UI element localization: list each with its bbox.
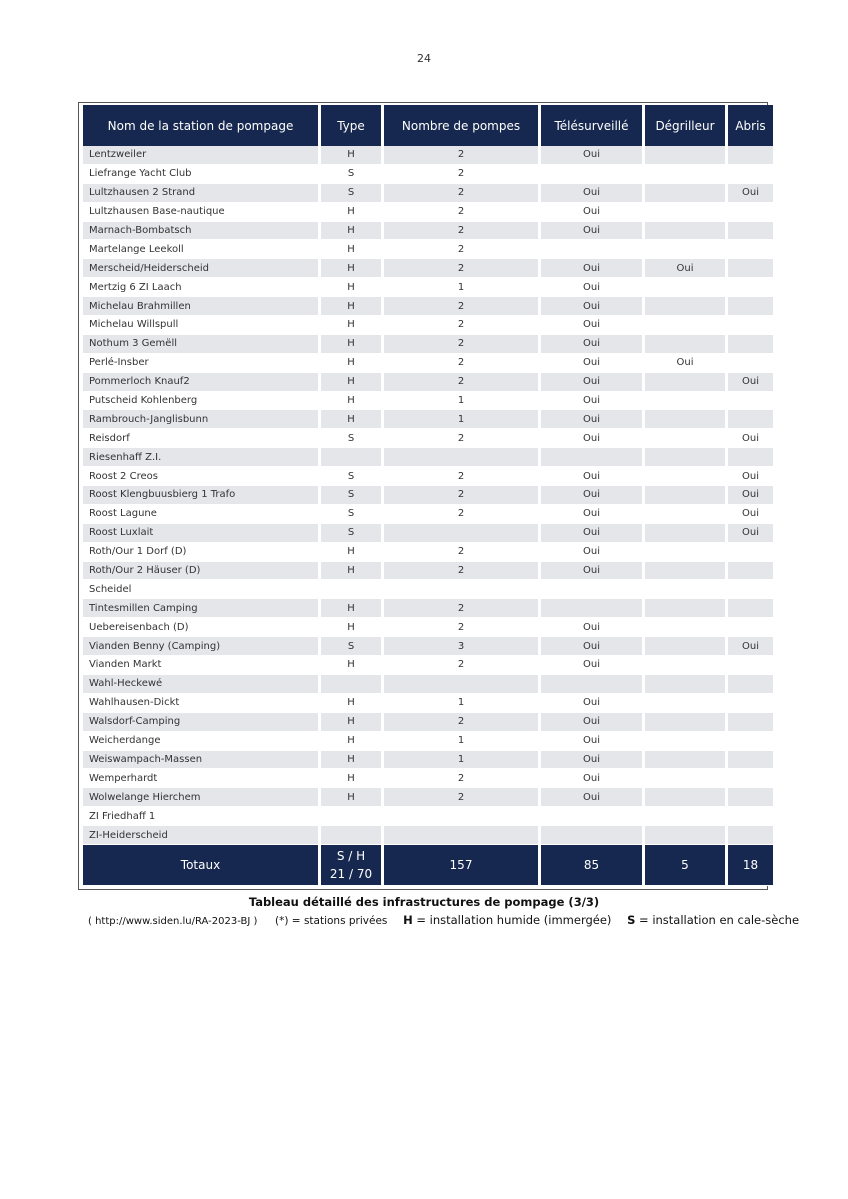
cell-degrilleur — [645, 675, 725, 694]
cell-station-name: Roost 2 Creos — [83, 467, 318, 486]
cell-type: H — [321, 335, 381, 354]
cell-telesurveille: Oui — [541, 203, 642, 222]
cell-pump-count — [384, 675, 538, 694]
table-row — [83, 524, 773, 543]
table-row — [83, 467, 773, 486]
table-row — [83, 146, 773, 165]
cell-telesurveille: Oui — [541, 732, 642, 751]
cell-type: H — [321, 354, 381, 373]
totals-label: Totaux — [83, 845, 318, 886]
table-row — [83, 807, 773, 826]
cell-type: H — [321, 694, 381, 713]
cell-pump-count: 2 — [384, 165, 538, 184]
cell-degrilleur — [645, 222, 725, 241]
caption-legend-h-letter: H — [403, 913, 413, 927]
table-row — [83, 410, 773, 429]
cell-station-name: Walsdorf-Camping — [83, 713, 318, 732]
table-row — [83, 278, 773, 297]
cell-degrilleur — [645, 165, 725, 184]
cell-station-name: Roost Lagune — [83, 505, 318, 524]
cell-degrilleur — [645, 732, 725, 751]
cell-station-name: Scheidel — [83, 580, 318, 599]
cell-telesurveille — [541, 675, 642, 694]
cell-telesurveille: Oui — [541, 410, 642, 429]
cell-telesurveille: Oui — [541, 373, 642, 392]
cell-type: H — [321, 146, 381, 165]
cell-degrilleur — [645, 486, 725, 505]
cell-telesurveille: Oui — [541, 146, 642, 165]
cell-station-name: Riesenhaff Z.I. — [83, 448, 318, 467]
table-row — [83, 297, 773, 316]
cell-station-name: Vianden Benny (Camping) — [83, 637, 318, 656]
cell-degrilleur: Oui — [645, 259, 725, 278]
cell-pump-count: 1 — [384, 751, 538, 770]
table-row — [83, 562, 773, 581]
caption-source: ( http://www.siden.lu/RA-2023-BJ ) — [88, 916, 258, 927]
cell-pump-count — [384, 448, 538, 467]
cell-type: H — [321, 562, 381, 581]
cell-abris — [728, 543, 773, 562]
cell-pump-count: 2 — [384, 354, 538, 373]
cell-abris — [728, 826, 773, 845]
cell-abris — [728, 335, 773, 354]
cell-abris: Oui — [728, 637, 773, 656]
cell-type: S — [321, 165, 381, 184]
cell-abris — [728, 675, 773, 694]
cell-telesurveille: Oui — [541, 354, 642, 373]
cell-pump-count: 1 — [384, 410, 538, 429]
cell-abris — [728, 203, 773, 222]
cell-station-name: Weicherdange — [83, 732, 318, 751]
cell-pump-count: 2 — [384, 467, 538, 486]
totals-telesurveille: 85 — [541, 845, 642, 886]
cell-abris: Oui — [728, 184, 773, 203]
header-station-name: Nom de la station de pompage — [83, 105, 318, 146]
table-row — [83, 240, 773, 259]
page-number: 24 — [417, 52, 431, 65]
cell-telesurveille: Oui — [541, 713, 642, 732]
cell-degrilleur: Oui — [645, 354, 725, 373]
cell-abris — [728, 562, 773, 581]
table-row — [83, 769, 773, 788]
table-row — [83, 316, 773, 335]
cell-degrilleur — [645, 807, 725, 826]
cell-degrilleur — [645, 335, 725, 354]
cell-pump-count: 2 — [384, 769, 538, 788]
cell-station-name: Roost Luxlait — [83, 524, 318, 543]
cell-station-name: Wolwelange Hierchem — [83, 788, 318, 807]
table-caption-title: Tableau détaillé des infrastructures de pompage (3/3) — [248, 895, 600, 909]
cell-telesurveille: Oui — [541, 392, 642, 411]
cell-type: H — [321, 713, 381, 732]
cell-station-name: Roth/Our 2 Häuser (D) — [83, 562, 318, 581]
cell-degrilleur — [645, 524, 725, 543]
cell-pump-count: 2 — [384, 713, 538, 732]
cell-degrilleur — [645, 562, 725, 581]
cell-telesurveille: Oui — [541, 751, 642, 770]
cell-telesurveille — [541, 580, 642, 599]
cell-pump-count: 2 — [384, 543, 538, 562]
cell-abris — [728, 751, 773, 770]
cell-degrilleur — [645, 637, 725, 656]
cell-telesurveille: Oui — [541, 505, 642, 524]
cell-degrilleur — [645, 826, 725, 845]
cell-telesurveille: Oui — [541, 486, 642, 505]
cell-degrilleur — [645, 203, 725, 222]
table-row — [83, 694, 773, 713]
cell-pump-count: 2 — [384, 788, 538, 807]
table-row — [83, 354, 773, 373]
cell-type: H — [321, 392, 381, 411]
cell-pump-count: 1 — [384, 392, 538, 411]
table-row — [83, 392, 773, 411]
table-row — [83, 203, 773, 222]
cell-pump-count: 2 — [384, 146, 538, 165]
header-pump-count: Nombre de pompes — [384, 105, 538, 146]
cell-station-name: Perlé-Insber — [83, 354, 318, 373]
cell-degrilleur — [645, 694, 725, 713]
cell-abris: Oui — [728, 373, 773, 392]
cell-station-name: Tintesmillen Camping — [83, 599, 318, 618]
cell-telesurveille: Oui — [541, 184, 642, 203]
cell-degrilleur — [645, 580, 725, 599]
cell-abris — [728, 656, 773, 675]
totals-type — [321, 845, 381, 886]
table-row — [83, 184, 773, 203]
cell-degrilleur — [645, 769, 725, 788]
totals-degrilleur: 5 — [645, 845, 725, 886]
table-row — [83, 429, 773, 448]
cell-pump-count — [384, 807, 538, 826]
table-row — [83, 448, 773, 467]
cell-telesurveille: Oui — [541, 467, 642, 486]
cell-telesurveille: Oui — [541, 335, 642, 354]
pumping-stations-table — [80, 105, 776, 886]
table-row — [83, 618, 773, 637]
cell-abris: Oui — [728, 505, 773, 524]
cell-station-name: Pommerloch Knauf2 — [83, 373, 318, 392]
caption-legend-s-text: = installation en cale-sèche — [639, 913, 800, 927]
cell-type: H — [321, 732, 381, 751]
table-row — [83, 788, 773, 807]
cell-degrilleur — [645, 713, 725, 732]
cell-type: H — [321, 203, 381, 222]
cell-telesurveille: Oui — [541, 562, 642, 581]
cell-type: S — [321, 637, 381, 656]
table-row — [83, 599, 773, 618]
cell-pump-count: 2 — [384, 656, 538, 675]
cell-degrilleur — [645, 656, 725, 675]
cell-station-name: Roost Klengbuusbierg 1 Trafo — [83, 486, 318, 505]
cell-degrilleur — [645, 297, 725, 316]
cell-abris — [728, 732, 773, 751]
table-row — [83, 751, 773, 770]
cell-abris — [728, 259, 773, 278]
cell-degrilleur — [645, 751, 725, 770]
cell-type — [321, 826, 381, 845]
cell-type: H — [321, 278, 381, 297]
cell-telesurveille — [541, 448, 642, 467]
cell-abris — [728, 278, 773, 297]
cell-station-name: Lultzhausen Base-nautique — [83, 203, 318, 222]
table-row — [83, 259, 773, 278]
totals-abris: 18 — [728, 845, 773, 886]
cell-type: H — [321, 656, 381, 675]
cell-station-name: Marnach-Bombatsch — [83, 222, 318, 241]
cell-type: H — [321, 259, 381, 278]
cell-telesurveille: Oui — [541, 429, 642, 448]
cell-type — [321, 580, 381, 599]
cell-telesurveille: Oui — [541, 259, 642, 278]
cell-station-name: Michelau Willspull — [83, 316, 318, 335]
table-row — [83, 675, 773, 694]
cell-abris — [728, 580, 773, 599]
cell-degrilleur — [645, 240, 725, 259]
cell-type: H — [321, 297, 381, 316]
cell-station-name: ZI Friedhaff 1 — [83, 807, 318, 826]
cell-degrilleur — [645, 505, 725, 524]
cell-telesurveille — [541, 240, 642, 259]
cell-abris — [728, 788, 773, 807]
cell-type — [321, 675, 381, 694]
cell-type: H — [321, 316, 381, 335]
caption-legend-s-letter: S — [627, 913, 636, 927]
cell-type: S — [321, 184, 381, 203]
cell-station-name: Nothum 3 Gemëll — [83, 335, 318, 354]
cell-type: H — [321, 769, 381, 788]
cell-abris — [728, 240, 773, 259]
table-row — [83, 373, 773, 392]
cell-telesurveille: Oui — [541, 769, 642, 788]
header-type: Type — [321, 105, 381, 146]
cell-pump-count: 1 — [384, 278, 538, 297]
cell-station-name: Martelange Leekoll — [83, 240, 318, 259]
cell-degrilleur — [645, 373, 725, 392]
totals-row — [83, 845, 773, 886]
cell-pump-count: 2 — [384, 373, 538, 392]
table-caption-legend — [88, 913, 799, 927]
cell-abris — [728, 297, 773, 316]
cell-pump-count: 2 — [384, 335, 538, 354]
header-telesurveille: Télésurveillé — [541, 105, 642, 146]
cell-telesurveille: Oui — [541, 543, 642, 562]
cell-pump-count: 2 — [384, 486, 538, 505]
cell-station-name: Roth/Our 1 Dorf (D) — [83, 543, 318, 562]
cell-degrilleur — [645, 184, 725, 203]
cell-abris — [728, 316, 773, 335]
table-row — [83, 165, 773, 184]
cell-pump-count — [384, 826, 538, 845]
table-row — [83, 826, 773, 845]
cell-telesurveille: Oui — [541, 656, 642, 675]
cell-station-name: Wahlhausen-Dickt — [83, 694, 318, 713]
header-abris: Abris — [728, 105, 773, 146]
cell-abris — [728, 222, 773, 241]
cell-type: H — [321, 543, 381, 562]
cell-type: S — [321, 486, 381, 505]
cell-abris — [728, 599, 773, 618]
cell-pump-count: 2 — [384, 316, 538, 335]
caption-legend-private: (*) = stations privées — [275, 915, 388, 927]
cell-station-name: Vianden Markt — [83, 656, 318, 675]
cell-degrilleur — [645, 429, 725, 448]
cell-type: H — [321, 751, 381, 770]
cell-type: H — [321, 222, 381, 241]
table-row — [83, 335, 773, 354]
cell-pump-count: 2 — [384, 184, 538, 203]
cell-station-name: Merscheid/Heiderscheid — [83, 259, 318, 278]
cell-telesurveille: Oui — [541, 618, 642, 637]
cell-telesurveille: Oui — [541, 297, 642, 316]
cell-station-name: Wahl-Heckewé — [83, 675, 318, 694]
cell-telesurveille — [541, 826, 642, 845]
cell-station-name: Liefrange Yacht Club — [83, 165, 318, 184]
cell-abris — [728, 618, 773, 637]
cell-pump-count: 2 — [384, 259, 538, 278]
cell-abris — [728, 354, 773, 373]
table-row — [83, 580, 773, 599]
cell-type: S — [321, 467, 381, 486]
cell-type: S — [321, 524, 381, 543]
cell-type: H — [321, 240, 381, 259]
cell-abris — [728, 769, 773, 788]
cell-pump-count: 2 — [384, 618, 538, 637]
cell-pump-count: 1 — [384, 694, 538, 713]
cell-degrilleur — [645, 788, 725, 807]
cell-type: S — [321, 429, 381, 448]
cell-telesurveille: Oui — [541, 316, 642, 335]
cell-station-name: ZI-Heiderscheid — [83, 826, 318, 845]
cell-station-name: Lultzhausen 2 Strand — [83, 184, 318, 203]
cell-abris — [728, 694, 773, 713]
header-degrilleur: Dégrilleur — [645, 105, 725, 146]
cell-degrilleur — [645, 543, 725, 562]
cell-type: H — [321, 599, 381, 618]
caption-legend-h-text: = installation humide (immergée) — [416, 913, 612, 927]
cell-degrilleur — [645, 392, 725, 411]
cell-pump-count: 2 — [384, 203, 538, 222]
cell-abris — [728, 146, 773, 165]
cell-telesurveille — [541, 599, 642, 618]
cell-telesurveille: Oui — [541, 694, 642, 713]
cell-station-name: Rambrouch-Janglisbunn — [83, 410, 318, 429]
table-header-row — [83, 105, 773, 146]
table-row — [83, 222, 773, 241]
cell-pump-count — [384, 524, 538, 543]
cell-abris — [728, 410, 773, 429]
table-row — [83, 713, 773, 732]
cell-degrilleur — [645, 448, 725, 467]
cell-degrilleur — [645, 410, 725, 429]
cell-pump-count: 2 — [384, 562, 538, 581]
cell-type: H — [321, 373, 381, 392]
cell-pump-count: 1 — [384, 732, 538, 751]
table-row — [83, 486, 773, 505]
cell-telesurveille: Oui — [541, 788, 642, 807]
cell-pump-count: 2 — [384, 599, 538, 618]
table-row — [83, 637, 773, 656]
cell-degrilleur — [645, 599, 725, 618]
cell-degrilleur — [645, 618, 725, 637]
cell-abris — [728, 392, 773, 411]
cell-degrilleur — [645, 146, 725, 165]
cell-pump-count: 2 — [384, 297, 538, 316]
cell-pump-count: 2 — [384, 222, 538, 241]
cell-abris — [728, 448, 773, 467]
cell-type: S — [321, 505, 381, 524]
cell-degrilleur — [645, 278, 725, 297]
cell-telesurveille: Oui — [541, 278, 642, 297]
cell-pump-count: 2 — [384, 240, 538, 259]
cell-station-name: Lentzweiler — [83, 146, 318, 165]
cell-type — [321, 807, 381, 826]
cell-type: H — [321, 410, 381, 429]
cell-station-name: Weiswampach-Massen — [83, 751, 318, 770]
cell-abris — [728, 165, 773, 184]
cell-station-name: Putscheid Kohlenberg — [83, 392, 318, 411]
cell-station-name: Reisdorf — [83, 429, 318, 448]
cell-station-name: Wemperhardt — [83, 769, 318, 788]
table-body — [83, 146, 773, 845]
table-row — [83, 505, 773, 524]
cell-abris: Oui — [728, 467, 773, 486]
cell-telesurveille: Oui — [541, 524, 642, 543]
cell-type: H — [321, 618, 381, 637]
cell-type: H — [321, 788, 381, 807]
cell-abris: Oui — [728, 524, 773, 543]
table-row — [83, 732, 773, 751]
cell-abris — [728, 713, 773, 732]
cell-pump-count: 2 — [384, 505, 538, 524]
cell-type — [321, 448, 381, 467]
cell-abris — [728, 807, 773, 826]
cell-pump-count: 3 — [384, 637, 538, 656]
totals-type-label: S / H — [336, 848, 366, 863]
cell-telesurveille — [541, 807, 642, 826]
cell-telesurveille — [541, 165, 642, 184]
cell-abris: Oui — [728, 429, 773, 448]
cell-telesurveille: Oui — [541, 637, 642, 656]
cell-station-name: Uebereisenbach (D) — [83, 618, 318, 637]
cell-station-name: Mertzig 6 ZI Laach — [83, 278, 318, 297]
totals-pompes: 157 — [384, 845, 538, 886]
table-row — [83, 543, 773, 562]
cell-telesurveille: Oui — [541, 222, 642, 241]
table-row — [83, 656, 773, 675]
cell-degrilleur — [645, 467, 725, 486]
cell-abris: Oui — [728, 486, 773, 505]
totals-type-value: 21 / 70 — [329, 866, 373, 881]
cell-station-name: Michelau Brahmillen — [83, 297, 318, 316]
cell-pump-count: 2 — [384, 429, 538, 448]
cell-pump-count — [384, 580, 538, 599]
cell-degrilleur — [645, 316, 725, 335]
